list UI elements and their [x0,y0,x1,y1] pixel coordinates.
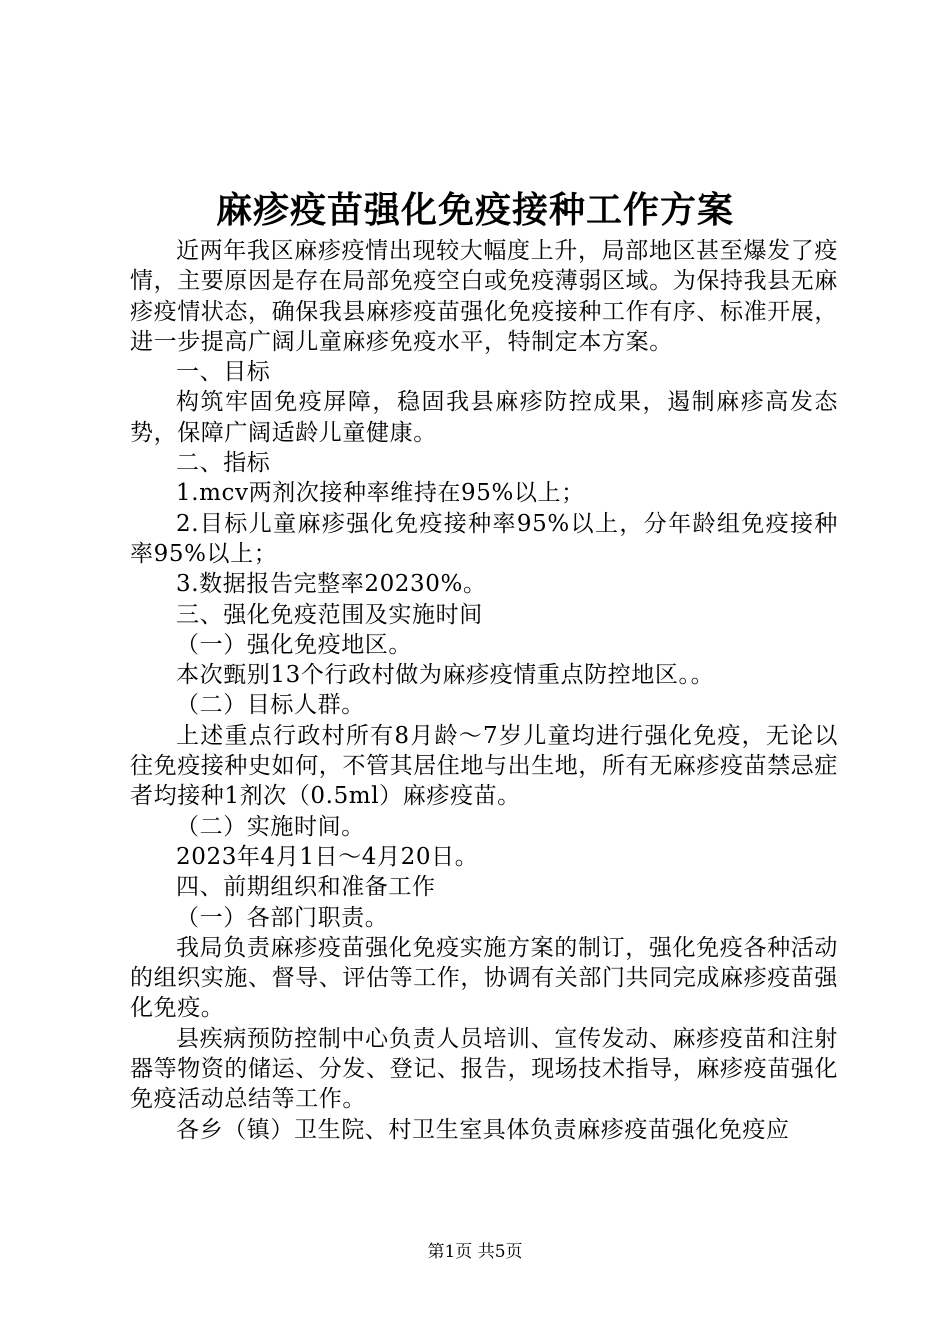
paragraph-township-duty: 各乡（镇）卫生院、村卫生室具体负责麻疹疫苗强化免疫应 [176,1116,790,1143]
paragraph-schedule: 2023年4月1日～4月20日。 [176,843,479,870]
paragraph-goal: 构筑牢固免疫屏障，稳固我县麻疹防控成果，遏制麻疹高发态势，保障广阔适龄儿童健康。 [130,389,838,446]
indicator-item-3: 3.数据报告完整率20230%。 [176,571,487,598]
subheading-responsibilities: （一）各部门职责。 [176,904,389,931]
subheading-schedule: （二）实施时间。 [176,813,365,840]
subheading-target-group: （二）目标人群。 [176,692,365,719]
paragraph-cdc-duty: 县疾病预防控制中心负责人员培训、宣传发动、麻疹疫苗和注射器等物资的储运、分发、登记、报告，现场技术指导，麻疹疫苗强化免疫活动总结等工作。 [130,1025,838,1113]
heading-preparation: 四、前期组织和准备工作 [176,874,436,901]
indicator-item-1: 1.mcv两剂次接种率维持在95%以上； [176,480,585,507]
heading-indicators: 二、指标 [176,450,271,477]
heading-goal: 一、目标 [176,359,271,386]
paragraph-intro: 近两年我区麻疹疫情出现较大幅度上升，局部地区甚至爆发了疫情，主要原因是存在局部免疫空白或免疫薄弱区域。为保持我县无麻疹疫情状态，确保我县麻疹疫苗强化免疫接种工作有序、标准开展，进一步提高广阔儿童麻疹免疫水平，特制定本方案。 [130,238,838,355]
heading-scope-time: 三、强化免疫范围及实施时间 [176,601,483,628]
document-title: 麻疹疫苗强化免疫接种工作方案 [215,189,734,231]
subheading-area: （一）强化免疫地区。 [176,631,412,658]
indicator-item-2: 2.目标儿童麻疹强化免疫接种率95%以上，分年龄组免疫接种率95%以上； [130,510,838,567]
paragraph-area: 本次甄别13个行政村做为麻疹疫情重点防控地区。。 [176,662,715,689]
page-number-footer: 第1页 共5页 [427,1242,523,1262]
document-body [130,236,838,1145]
paragraph-bureau-duty: 我局负责麻疹疫苗强化免疫实施方案的制订，强化免疫各种活动的组织实施、督导、评估等工作，协调有关部门共同完成麻疹疫苗强化免疫。 [130,934,838,1022]
paragraph-target-group: 上述重点行政村所有8月龄～7岁儿童均进行强化免疫，无论以往免疫接种史如何，不管其居住地与出生地，所有无麻疹疫苗禁忌症者均接种1剂次（0.5ml）麻疹疫苗。 [130,722,838,810]
